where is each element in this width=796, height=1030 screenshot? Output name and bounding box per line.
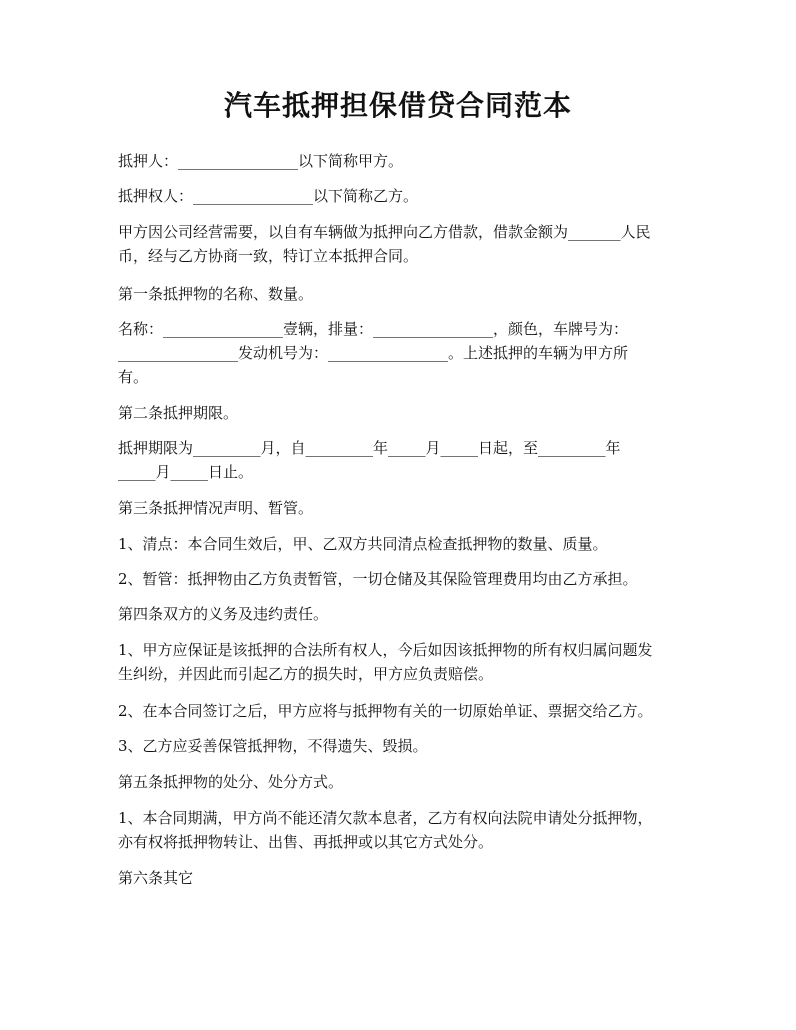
paragraph-intro [118,220,682,268]
paragraph-term [118,436,682,484]
paragraph-line: 第六条其它 [118,869,194,887]
paragraph-line: 名称：________________壹辆，排量：________________，颜色，车牌号为： [118,320,629,338]
paragraph-line: 抵押权人：________________以下简称乙方。 [118,187,419,205]
article-4-heading [118,602,682,626]
article-1-heading [118,282,682,306]
paragraph-vehicle-info [118,317,682,389]
paragraph-line: 亦有权将抵押物转让、出售、再抵押或以其它方式处分。 [118,833,494,851]
paragraph-line: 甲方因公司经营需要，以自有车辆做为抵押向乙方借款，借款金额为_______人民 [118,223,651,241]
paragraph-line: 有。 [118,368,149,386]
paragraph-line: 3、乙方应妥善保管抵押物，不得遗失、毁损。 [118,737,428,755]
article-5-heading [118,770,682,794]
paragraph-documents [118,699,682,723]
paragraph-custody [118,567,682,591]
paragraph-line: ________________发动机号为：________________。上述抵押的车辆为甲方所 [118,344,629,362]
paragraph-line: 第二条抵押期限。 [118,404,239,422]
paragraph-ownership [118,638,682,686]
paragraph-line: 生纠纷，并因此而引起乙方的损失时，甲方应负责赔偿。 [118,665,494,683]
paragraph-line: 抵押人：________________以下简称甲方。 [118,152,404,170]
article-6-heading [118,866,682,890]
paragraph-mortgagee [118,184,682,208]
article-3-heading [118,496,682,520]
paragraph-line: 2、在本合同签订之后，甲方应将与抵押物有关的一切原始单证、票据交给乙方。 [118,702,653,720]
paragraph-line: 第四条双方的义务及违约责任。 [118,605,329,623]
paragraph-line: 1、甲方应保证是该抵押的合法所有权人，今后如因该抵押物的所有权归属问题发 [118,641,653,659]
document-title: 汽车抵押担保借贷合同范本 [223,89,572,122]
paragraph-line: 2、暂管：抵押物由乙方负责暂管，一切仓储及其保险管理费用均由乙方承担。 [118,570,638,588]
paragraph-line: 抵押期限为_________月，自_________年_____月_____日起，至_________年 [118,439,621,457]
paragraph-line: 1、本合同期满，甲方尚不能还清欠款本息者，乙方有权向法院申请处分抵押物， [118,809,653,827]
paragraph-line: 第三条抵押情况声明、暂管。 [118,499,314,517]
article-2-heading [118,401,682,425]
paragraph-safekeeping [118,734,682,758]
paragraph-disposal [118,806,682,854]
paragraph-line: _____月_____日止。 [118,463,254,481]
paragraph-line: 第五条抵押物的处分、处分方式。 [118,773,344,791]
paragraph-inventory [118,532,682,556]
paragraph-mortgagor [118,149,682,173]
paragraph-line: 1、清点：本合同生效后，甲、乙双方共同清点检查抵押物的数量、质量。 [118,535,608,553]
paragraph-line: 币，经与乙方协商一致，特订立本抵押合同。 [118,247,419,265]
paragraph-line: 第一条抵押物的名称、数量。 [118,285,314,303]
